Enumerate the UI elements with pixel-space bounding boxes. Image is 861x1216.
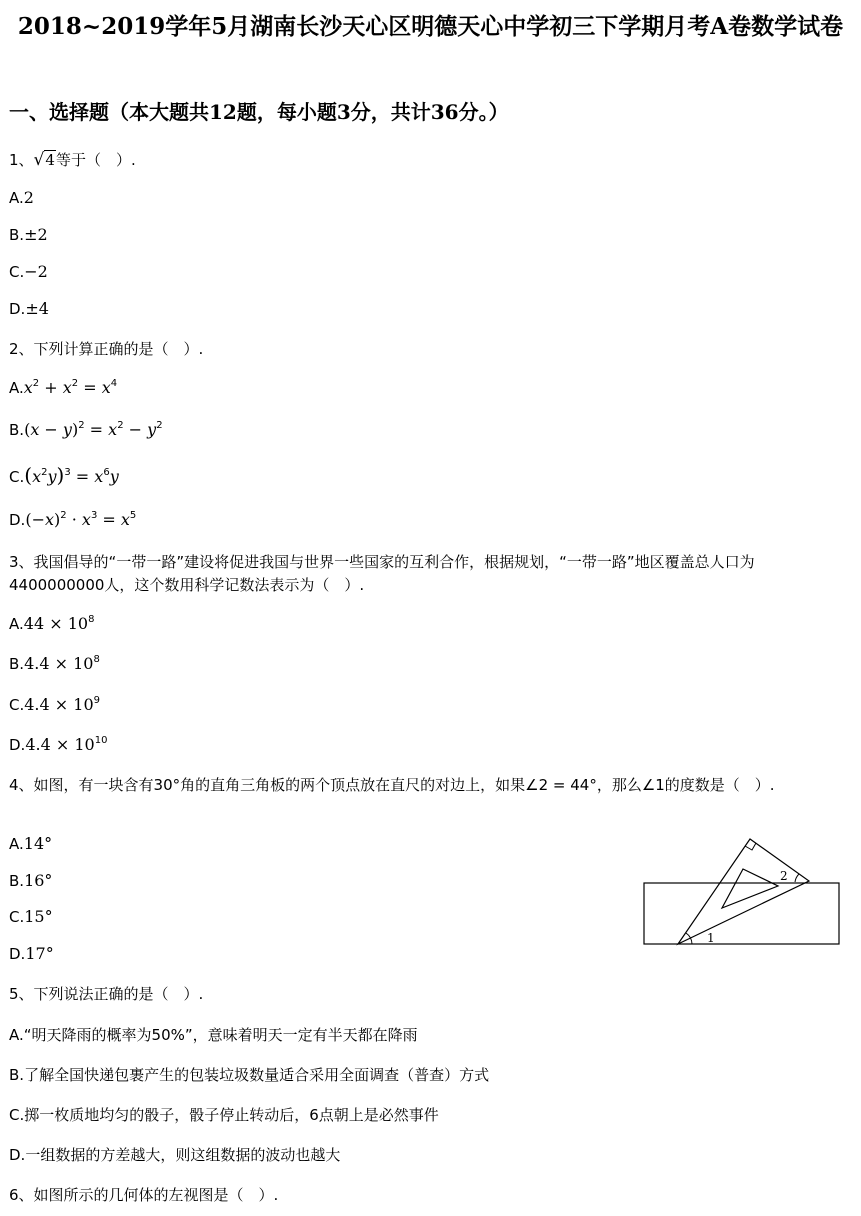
q1-option-a: A.2 xyxy=(9,188,34,207)
angle-1-label: 1 xyxy=(707,931,715,945)
q3-option-b: $B.4.4 \times 10^8$ xyxy=(9,654,100,673)
q6-stem: 6、如图所示的几何体的左视图是（ ）. xyxy=(9,1186,279,1204)
q1-option-c: C.−2 xyxy=(9,262,48,281)
q3-option-c: $C.4.4 \times 10^9$ xyxy=(9,695,101,714)
q5-stem: 5、下列说法正确的是（ ）. xyxy=(9,985,204,1003)
q2-option-a: $A.x^2 + x^2 = x^4$ xyxy=(9,378,118,397)
q3-stem: 3、我国倡导的“一带一路”建设将促进我国与世界一些国家的互利合作，根据规划，“一带一路”地区覆盖总人口为4400000000人，这个数用科学记数法表示为（ ）. xyxy=(9,553,755,594)
q4-option-d: D.17° xyxy=(9,944,54,963)
q1-option-b: B.±2 xyxy=(9,225,48,244)
q5-option-a: A.“明天降雨的概率为50%”，意味着明天一定有半天都在降雨 xyxy=(9,1026,418,1044)
q1-stem: 1、√4等于（ ）. xyxy=(9,150,136,170)
page-title: 2018~2019学年5月湖南长沙天心区明德天心中学初三下学期月考A卷数学试卷 xyxy=(17,13,844,40)
q1-option-d: D.±4 xyxy=(9,299,49,318)
q4-option-c: C.15° xyxy=(9,907,53,926)
set-square-outer xyxy=(678,839,809,944)
q4-stem: 4、如图，有一块含有30°角的直角三角板的两个顶点放在直尺的对边上，如果∠2 = 44°，那么∠1的度数是（ ）. xyxy=(9,776,775,794)
q2-option-c: $C.(x^2y)^3 = x^6y$ xyxy=(9,463,119,487)
set-square-inner xyxy=(722,869,778,908)
q3-option-a: $A.44 \times 10^8$ xyxy=(9,614,95,633)
q4-option-a: A.14° xyxy=(9,834,53,853)
q2-option-b: $B.(x - y)^2 = x^2 - y^2$ xyxy=(9,420,163,439)
section-heading: 一、选择题（本大题共12题，每小题3分，共计36分。） xyxy=(9,100,509,124)
q3-option-d: $D.4.4 \times 10^{10}$ xyxy=(9,735,108,754)
q4-option-b: B.16° xyxy=(9,871,53,890)
q2-stem: 2、下列计算正确的是（ ）. xyxy=(9,340,204,358)
angle-2-label: 2 xyxy=(780,869,788,883)
q2-option-d: $D.(-x)^2 \cdot x^3 = x^5$ xyxy=(9,510,137,529)
q5-option-c: C.掷一枚质地均匀的骰子，骰子停止转动后，6点朝上是必然事件 xyxy=(9,1106,439,1124)
q5-option-d: D.一组数据的方差越大，则这组数据的波动也越大 xyxy=(9,1146,341,1164)
q5-option-b: B.了解全国快递包裹产生的包装垃圾数量适合采用全面调查（普查）方式 xyxy=(9,1066,490,1084)
ruler-triangle-figure xyxy=(640,836,842,948)
angle-2-arc xyxy=(795,874,799,882)
